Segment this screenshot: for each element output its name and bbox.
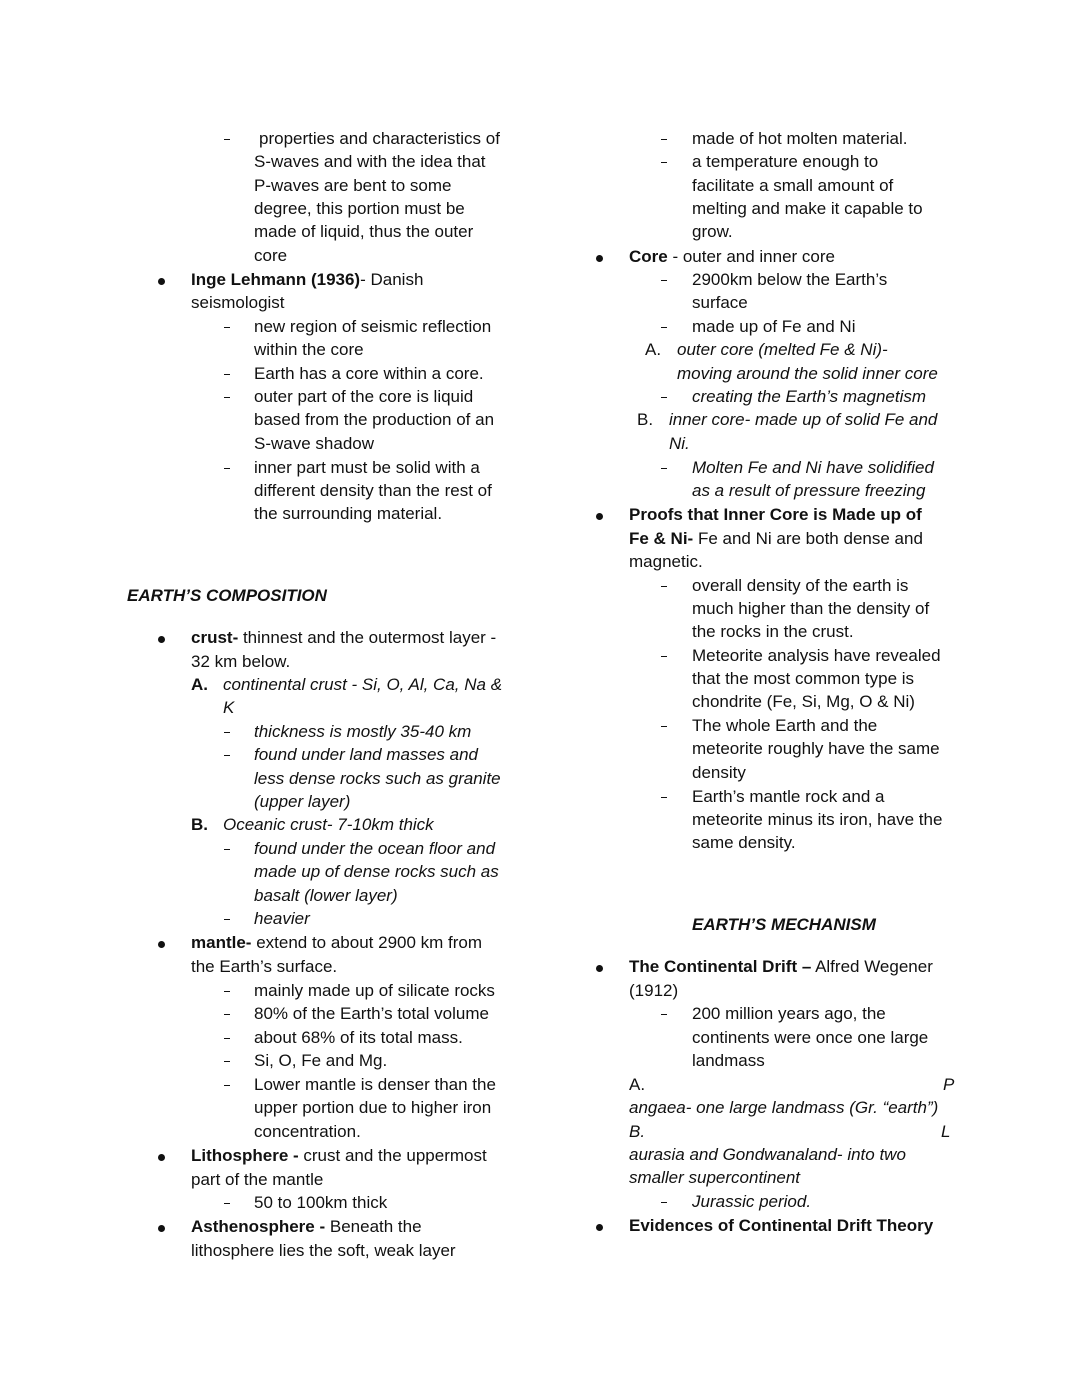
drop-letter: L xyxy=(941,1122,951,1141)
text-line: lithosphere lies the soft, weak layer xyxy=(191,1241,456,1260)
text-line: meteorite roughly have the same xyxy=(692,739,940,758)
dash-marker xyxy=(224,1203,230,1204)
text-line: about 68% of its total mass. xyxy=(254,1028,463,1047)
text-line: Jurassic period. xyxy=(692,1192,812,1211)
section-heading: EARTH’S COMPOSITION xyxy=(127,586,327,605)
dash-marker xyxy=(224,397,230,398)
text-line: Fe & Ni- Fe and Ni are both dense and xyxy=(629,529,923,548)
text-line: Oceanic crust- 7-10km thick xyxy=(223,815,434,834)
list-letter: A. xyxy=(629,1075,646,1094)
text-line: the Earth’s surface. xyxy=(191,957,338,976)
text-line: much higher than the density of xyxy=(692,599,930,618)
text-line: found under land masses and xyxy=(254,745,478,764)
text-line: outer core (melted Fe & Ni)- xyxy=(677,340,888,359)
lithosphere-heading: Lithosphere - crust and the uppermost xyxy=(191,1146,487,1165)
mantle-heading: mantle- extend to about 2900 km from xyxy=(191,933,483,952)
dash-marker xyxy=(661,797,667,798)
dash-marker xyxy=(224,755,230,756)
text-line: continental crust - Si, O, Al, Ca, Na & xyxy=(223,675,503,694)
text-line: seismologist xyxy=(191,293,285,312)
text-line: Ni. xyxy=(669,434,690,453)
text-line: as a result of pressure freezing xyxy=(692,481,926,500)
text-line: magnetic. xyxy=(629,552,703,571)
text-line: upper portion due to higher iron xyxy=(254,1098,492,1117)
dash-marker xyxy=(661,327,667,328)
list-letter: B. xyxy=(629,1122,646,1141)
dash-marker xyxy=(224,139,230,140)
dash-marker xyxy=(224,919,230,920)
proofs-heading: Proofs that Inner Core is Made up of xyxy=(629,505,922,524)
dash-marker xyxy=(224,1061,230,1062)
core-heading: Core - outer and inner core xyxy=(629,247,835,266)
text-line: Si, O, Fe and Mg. xyxy=(254,1051,388,1070)
dash-marker xyxy=(224,1014,230,1015)
text-line: 80% of the Earth’s total volume xyxy=(254,1004,489,1023)
dash-marker xyxy=(224,732,230,733)
dash-marker xyxy=(661,656,667,657)
text-line: degree, this portion must be xyxy=(254,199,465,218)
text-line: overall density of the earth is xyxy=(692,576,909,595)
text-line: made of liquid, thus the outer xyxy=(254,222,474,241)
text-line: facilitate a small amount of xyxy=(692,176,894,195)
bullet xyxy=(596,965,603,972)
bullet xyxy=(158,1154,165,1161)
text-line: 2900km below the Earth’s xyxy=(692,270,888,289)
section-heading: EARTH’S MECHANISM xyxy=(692,915,876,934)
text-line: found under the ocean floor and xyxy=(254,839,496,858)
text-line: core xyxy=(254,246,288,265)
text-line: heavier xyxy=(254,909,310,928)
text-line: the rocks in the crust. xyxy=(692,622,854,641)
dash-marker xyxy=(661,280,667,281)
text-line: aurasia and Gondwanaland- into two xyxy=(629,1145,906,1164)
text-line: new region of seismic reflection xyxy=(254,317,492,336)
text-line: K xyxy=(223,698,235,717)
drift-heading: The Continental Drift – Alfred Wegener xyxy=(629,957,933,976)
dash-marker xyxy=(224,849,230,850)
list-letter: B. xyxy=(191,815,208,834)
dash-marker xyxy=(224,374,230,375)
text-line: P-waves are bent to some xyxy=(254,176,452,195)
bullet xyxy=(596,255,603,262)
list-letter: A. xyxy=(191,675,208,694)
text-line: surface xyxy=(692,293,748,312)
text-line: S-waves and with the idea that xyxy=(254,152,486,171)
text-line: that the most common type is xyxy=(692,669,915,688)
dash-marker xyxy=(224,468,230,469)
text-line: smaller supercontinent xyxy=(629,1168,801,1187)
bullet xyxy=(596,1224,603,1231)
text-line: The whole Earth and the xyxy=(692,716,878,735)
dash-marker xyxy=(661,468,667,469)
text-line: made of hot molten material. xyxy=(692,129,908,148)
text-line: properties and characteristics of xyxy=(259,129,500,148)
text-line: within the core xyxy=(254,340,364,359)
dash-marker xyxy=(224,991,230,992)
text-line: thickness is mostly 35-40 km xyxy=(254,722,472,741)
text-line: part of the mantle xyxy=(191,1170,324,1189)
text-line: basalt (lower layer) xyxy=(254,886,398,905)
text-line: melting and make it capable to xyxy=(692,199,923,218)
text-line: landmass xyxy=(692,1051,765,1070)
text-line: Meteorite analysis have revealed xyxy=(692,646,941,665)
text-line: 200 million years ago, the xyxy=(692,1004,886,1023)
text-line: concentration. xyxy=(254,1122,361,1141)
lehmann-heading: Inge Lehmann (1936)- Danish xyxy=(191,270,424,289)
text-line: same density. xyxy=(692,833,796,852)
list-letter: B. xyxy=(637,410,654,429)
text-line: continents were once one large xyxy=(692,1028,929,1047)
bullet xyxy=(596,513,603,520)
dash-marker xyxy=(661,1014,667,1015)
bullet xyxy=(158,636,165,643)
dash-marker xyxy=(661,139,667,140)
text-line: S-wave shadow xyxy=(254,434,375,453)
text-line: density xyxy=(692,763,746,782)
text-line: inner part must be solid with a xyxy=(254,458,480,477)
text-line: less dense rocks such as granite xyxy=(254,769,501,788)
text-line: meteorite minus its iron, have the xyxy=(692,810,943,829)
asthenosphere-heading: Asthenosphere - Beneath the xyxy=(191,1217,422,1236)
text-line: different density than the rest of xyxy=(254,481,492,500)
text-line: the surrounding material. xyxy=(254,504,443,523)
text-line: (1912) xyxy=(629,981,679,1000)
dash-marker xyxy=(661,726,667,727)
drop-letter: P xyxy=(943,1075,955,1094)
text-line: Earth’s mantle rock and a xyxy=(692,787,885,806)
dash-marker xyxy=(661,586,667,587)
text-line: made up of Fe and Ni xyxy=(692,317,856,336)
crust-heading: crust- thinnest and the outermost layer - xyxy=(191,628,497,647)
dash-marker xyxy=(224,327,230,328)
evidence-heading: Evidences of Continental Drift Theory xyxy=(629,1216,934,1235)
text-line: chondrite (Fe, Si, Mg, O & Ni) xyxy=(692,692,915,711)
text-line: creating the Earth’s magnetism xyxy=(692,387,927,406)
text-line: inner core- made up of solid Fe and xyxy=(669,410,938,429)
bullet xyxy=(158,1225,165,1232)
dash-marker xyxy=(661,397,667,398)
text-line: Lower mantle is denser than the xyxy=(254,1075,496,1094)
bullet xyxy=(158,941,165,948)
text-line: based from the production of an xyxy=(254,410,495,429)
text-line: (upper layer) xyxy=(254,792,351,811)
text-line: grow. xyxy=(692,222,733,241)
text-line: mainly made up of silicate rocks xyxy=(254,981,495,1000)
text-line: outer part of the core is liquid xyxy=(254,387,474,406)
text-line: 32 km below. xyxy=(191,652,291,671)
text-line: a temperature enough to xyxy=(692,152,879,171)
text-line: 50 to 100km thick xyxy=(254,1193,388,1212)
list-letter: A. xyxy=(645,340,662,359)
text-line: angaea- one large landmass (Gr. “earth”) xyxy=(629,1098,939,1117)
dash-marker xyxy=(661,1202,667,1203)
dash-marker xyxy=(224,1085,230,1086)
text-line: Earth has a core within a core. xyxy=(254,364,484,383)
text-line: made up of dense rocks such as xyxy=(254,862,499,881)
text-line: moving around the solid inner core xyxy=(677,364,938,383)
bullet xyxy=(158,278,165,285)
dash-marker xyxy=(661,162,667,163)
dash-marker xyxy=(224,1038,230,1039)
text-line: Molten Fe and Ni have solidified xyxy=(692,458,934,477)
